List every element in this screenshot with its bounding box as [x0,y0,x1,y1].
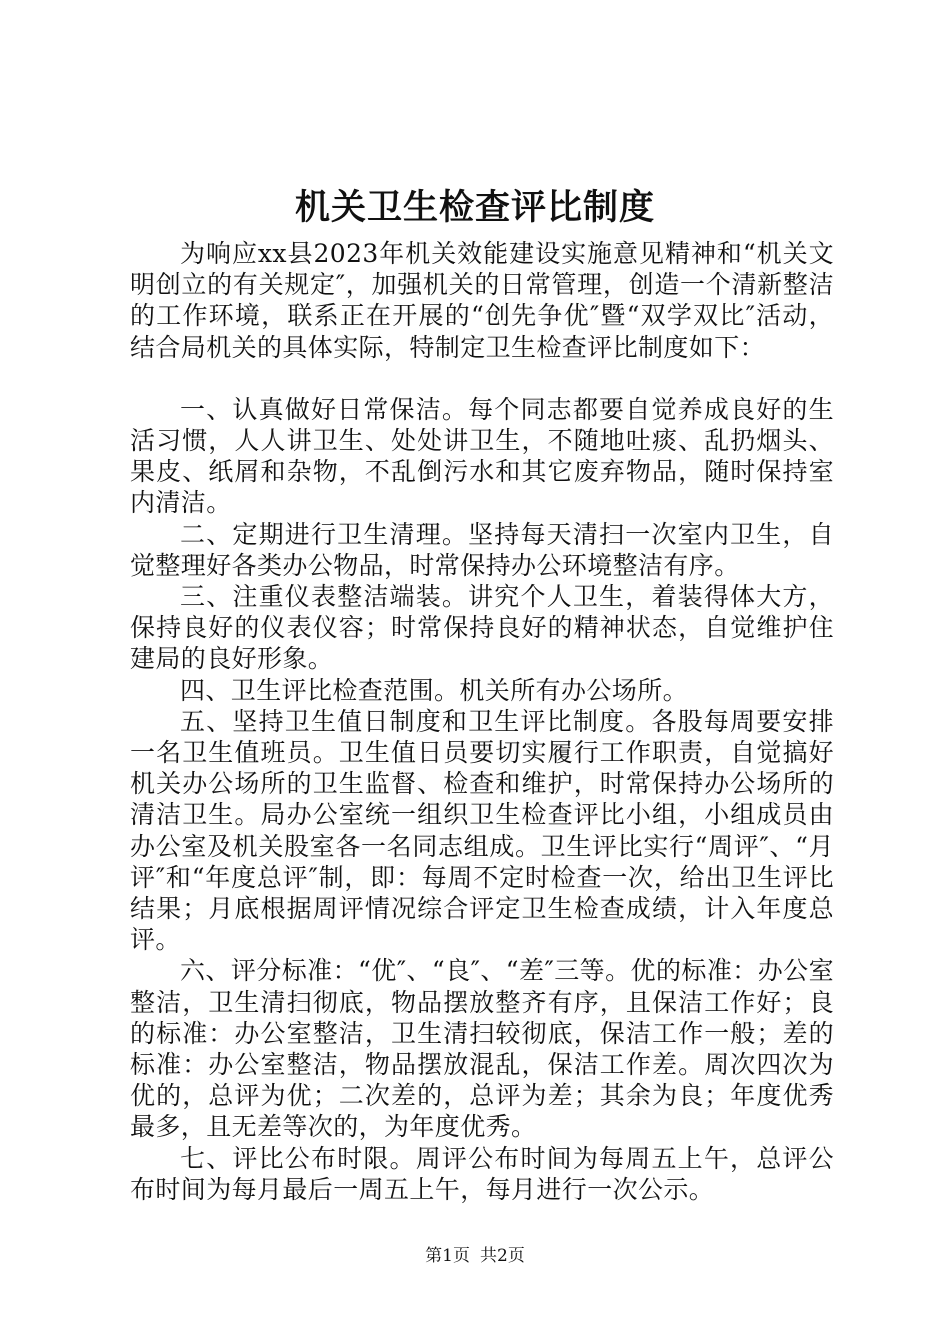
page-total: 共2页 [480,1246,525,1266]
paragraph-7: 七、评比公布时限。周评公布时间为每周五上午，总评公布时间为每月最后一周五上午，每月进行一次公示。 [130,1143,834,1204]
paragraph-3: 三、注重仪表整洁端装。讲究个人卫生，着装得体大方，保持良好的仪表仪容；时常保持良好的精神状态，自觉维护住建局的良好形象。 [130,582,834,674]
page-title: 机关卫生检查评比制度 [294,187,655,228]
intro-paragraph: 为响应xx县2023年机关效能建设实施意见精神和“机关文明创立的有关规定″，加强机关的日常管理，创造一个清新整洁的工作环境，联系正在开展的“创先争优″暨“双学双比″活动，结合局机关的具体实际，特制定卫生检查评比制度如下： [130,239,834,362]
page-footer [0,1244,950,1268]
paragraph-1: 一、认真做好日常保洁。每个同志都要自觉养成良好的生活习惯，人人讲卫生、处处讲卫生，不随地吐痰、乱扔烟头、果皮、纸屑和杂物，不乱倒污水和其它废弃物品，随时保持室内清洁。 [130,394,834,518]
document-body [130,238,834,1205]
page-number: 第1页 [425,1246,470,1266]
paragraph-4: 四、卫生评比检查范围。机关所有办公场所。 [180,675,689,705]
paragraph-6: 六、评分标准：“优″、“良″、“差″三等。优的标准：办公室整洁，卫生清扫彻底，物品摆放整齐有序，且保洁工作好；良的标准：办公室整洁，卫生清扫较彻底，保洁工作一般；差的标准：办公室整洁，物品摆放混乱，保洁工作差。周次四次为优的，总评为优；二次差的，总评为差；其余为良；年度优秀最多，且无差等次的，为年度优秀。 [130,956,834,1142]
paragraph-5: 五、坚持卫生值日制度和卫生评比制度。各股每周要安排一名卫生值班员。卫生值日员要切实履行工作职责，自觉搞好机关办公场所的卫生监督、检查和维护，时常保持办公场所的清洁卫生。局办公室统一组织卫生检查评比小组，小组成员由办公室及机关股室各一名同志组成。卫生评比实行“周评″、“月评″和“年度总评″制，即：每周不定时检查一次，给出卫生评比结果；月底根据周评情况综合评定卫生检查成绩，计入年度总评。 [130,706,834,955]
paragraph-2: 二、定期进行卫生清理。坚持每天清扫一次室内卫生，自觉整理好各类办公物品，时常保持办公环境整洁有序。 [130,519,834,580]
